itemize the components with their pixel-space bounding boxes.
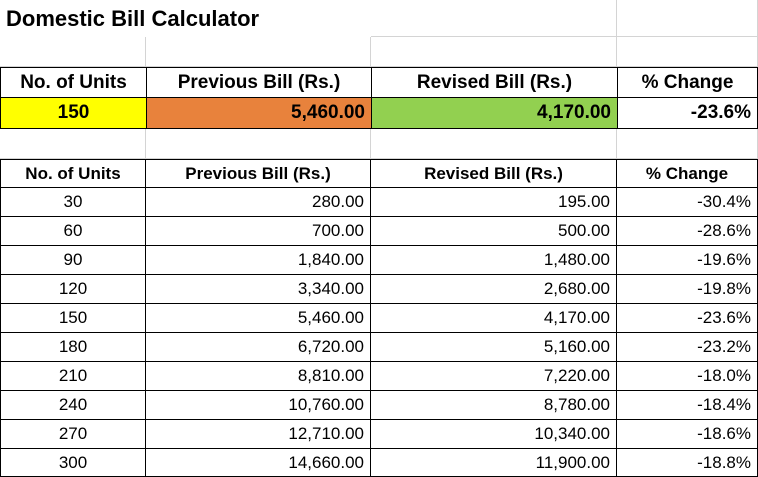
header-label: Previous Bill (Rs.) bbox=[185, 163, 331, 183]
revised-bill-cell[interactable] bbox=[371, 188, 617, 217]
cell-value: 1,840.00 bbox=[297, 250, 364, 269]
cell-value: 500.00 bbox=[558, 221, 610, 240]
cell-value: 195.00 bbox=[558, 192, 610, 211]
units-cell[interactable] bbox=[0, 188, 146, 217]
units-cell[interactable] bbox=[0, 304, 146, 333]
units-cell[interactable] bbox=[0, 391, 146, 420]
summary-percent-change[interactable] bbox=[617, 98, 758, 129]
previous-bill-cell[interactable] bbox=[146, 304, 371, 333]
summary-header-change[interactable] bbox=[617, 67, 758, 98]
cell-value: 240 bbox=[58, 395, 88, 414]
table-row bbox=[0, 304, 758, 333]
revised-bill-cell[interactable] bbox=[371, 449, 617, 477]
cell-value: -28.6% bbox=[697, 221, 751, 240]
percent-change-cell[interactable] bbox=[617, 217, 758, 246]
table-row bbox=[0, 246, 758, 275]
previous-bill-value: 5,460.00 bbox=[291, 102, 365, 123]
cell-value: -30.4% bbox=[697, 192, 751, 211]
percent-change-cell[interactable] bbox=[617, 246, 758, 275]
header-label: Previous Bill (Rs.) bbox=[177, 71, 341, 93]
previous-bill-cell[interactable] bbox=[146, 391, 371, 420]
table-header-units[interactable] bbox=[0, 159, 146, 188]
cell-value: -19.8% bbox=[697, 279, 751, 298]
percent-change-cell[interactable] bbox=[617, 449, 758, 477]
empty-cell[interactable] bbox=[146, 129, 371, 159]
revised-bill-value: 4,170.00 bbox=[537, 102, 611, 123]
previous-bill-cell[interactable] bbox=[146, 217, 371, 246]
table-header-change[interactable] bbox=[617, 159, 758, 188]
cell-value: 90 bbox=[63, 250, 83, 269]
cell-value: 5,160.00 bbox=[543, 337, 610, 356]
cell-value: -18.0% bbox=[697, 366, 751, 385]
empty-cell[interactable] bbox=[617, 0, 758, 37]
header-label: % Change bbox=[645, 163, 729, 183]
header-label: No. of Units bbox=[20, 71, 127, 93]
previous-bill-cell[interactable] bbox=[146, 333, 371, 362]
cell-value: 10,760.00 bbox=[288, 395, 364, 414]
title-cell[interactable] bbox=[0, 0, 371, 37]
summary-previous-bill[interactable] bbox=[146, 98, 371, 129]
header-label: % Change bbox=[641, 71, 734, 93]
percent-change-cell[interactable] bbox=[617, 362, 758, 391]
cell-value: -18.4% bbox=[697, 395, 751, 414]
previous-bill-cell[interactable] bbox=[146, 362, 371, 391]
empty-cell[interactable] bbox=[617, 129, 758, 159]
units-cell[interactable] bbox=[0, 246, 146, 275]
cell-value: -18.6% bbox=[697, 424, 751, 443]
cell-value: 700.00 bbox=[312, 221, 364, 240]
table-row bbox=[0, 391, 758, 420]
percent-change-cell[interactable] bbox=[617, 333, 758, 362]
header-label: Revised Bill (Rs.) bbox=[416, 71, 573, 93]
cell-value: 60 bbox=[63, 221, 83, 240]
percent-change-cell[interactable] bbox=[617, 391, 758, 420]
previous-bill-cell[interactable] bbox=[146, 275, 371, 304]
revised-bill-cell[interactable] bbox=[371, 333, 617, 362]
previous-bill-cell[interactable] bbox=[146, 449, 371, 477]
summary-header-revised[interactable] bbox=[371, 67, 617, 98]
header-label: Revised Bill (Rs.) bbox=[424, 163, 563, 183]
percent-change-cell[interactable] bbox=[617, 275, 758, 304]
table-row bbox=[0, 362, 758, 391]
table-row bbox=[0, 217, 758, 246]
cell-value: 120 bbox=[58, 279, 88, 298]
cell-value: 11,900.00 bbox=[535, 452, 610, 472]
table-row bbox=[0, 449, 758, 477]
cell-value: 3,340.00 bbox=[297, 279, 364, 298]
cell-value: -18.8% bbox=[697, 452, 751, 472]
header-label: No. of Units bbox=[25, 163, 121, 183]
units-value: 150 bbox=[57, 102, 90, 123]
percent-change-cell[interactable] bbox=[617, 420, 758, 449]
revised-bill-cell[interactable] bbox=[371, 217, 617, 246]
units-cell[interactable] bbox=[0, 420, 146, 449]
empty-cell[interactable] bbox=[617, 37, 758, 67]
percent-change-cell[interactable] bbox=[617, 304, 758, 333]
cell-value: 280.00 bbox=[312, 192, 364, 211]
cell-value: 5,460.00 bbox=[297, 308, 364, 327]
summary-header-units[interactable] bbox=[0, 67, 146, 98]
revised-bill-cell[interactable] bbox=[371, 246, 617, 275]
summary-header-previous[interactable] bbox=[146, 67, 371, 98]
table-header-revised[interactable] bbox=[371, 159, 617, 188]
summary-header-row bbox=[0, 67, 758, 98]
revised-bill-cell[interactable] bbox=[371, 420, 617, 449]
page-title: Domestic Bill Calculator bbox=[6, 5, 260, 31]
empty-row bbox=[0, 129, 758, 159]
previous-bill-cell[interactable] bbox=[146, 246, 371, 275]
previous-bill-cell[interactable] bbox=[146, 420, 371, 449]
cell-value: 270 bbox=[58, 424, 88, 443]
empty-cell[interactable] bbox=[371, 0, 617, 37]
cell-value: 14,660.00 bbox=[288, 452, 364, 472]
units-cell[interactable] bbox=[0, 333, 146, 362]
table-row bbox=[0, 188, 758, 217]
cell-value: 8,810.00 bbox=[297, 366, 364, 385]
cell-value: 4,170.00 bbox=[543, 308, 610, 327]
cell-value: -23.2% bbox=[697, 337, 751, 356]
table-header-previous[interactable] bbox=[146, 159, 371, 188]
cell-value: 12,710.00 bbox=[288, 424, 364, 443]
cell-value: 300 bbox=[58, 452, 88, 472]
units-cell[interactable] bbox=[0, 217, 146, 246]
cell-value: 30 bbox=[63, 192, 83, 211]
cell-value: 180 bbox=[58, 337, 88, 356]
empty-cell[interactable] bbox=[0, 37, 146, 67]
revised-bill-cell[interactable] bbox=[371, 275, 617, 304]
cell-value: 7,220.00 bbox=[543, 366, 610, 385]
cell-value: 210 bbox=[58, 366, 88, 385]
summary-revised-bill[interactable] bbox=[371, 98, 617, 129]
cell-value: 8,780.00 bbox=[543, 395, 610, 414]
revised-bill-cell[interactable] bbox=[371, 304, 617, 333]
percent-change-cell[interactable] bbox=[617, 188, 758, 217]
cell-value: 2,680.00 bbox=[543, 279, 610, 298]
units-cell[interactable] bbox=[0, 362, 146, 391]
table-row bbox=[0, 420, 758, 449]
empty-cell[interactable] bbox=[371, 37, 617, 67]
empty-cell[interactable] bbox=[0, 129, 146, 159]
cell-value: -19.6% bbox=[697, 250, 751, 269]
table-row bbox=[0, 275, 758, 304]
cell-value: 10,340.00 bbox=[534, 424, 610, 443]
empty-cell[interactable] bbox=[146, 37, 371, 67]
summary-units-input[interactable] bbox=[0, 98, 146, 129]
table-header-row bbox=[0, 159, 758, 188]
units-cell[interactable] bbox=[0, 449, 146, 477]
previous-bill-cell[interactable] bbox=[146, 188, 371, 217]
revised-bill-cell[interactable] bbox=[371, 391, 617, 420]
title-row bbox=[0, 0, 758, 37]
table-row bbox=[0, 333, 758, 362]
summary-value-row bbox=[0, 98, 758, 129]
cell-value: -23.6% bbox=[697, 308, 751, 327]
empty-cell[interactable] bbox=[371, 129, 617, 159]
percent-change-value: -23.6% bbox=[690, 102, 751, 123]
empty-row bbox=[0, 37, 758, 67]
cell-value: 1,480.00 bbox=[543, 250, 610, 269]
revised-bill-cell[interactable] bbox=[371, 362, 617, 391]
cell-value: 150 bbox=[58, 308, 88, 327]
units-cell[interactable] bbox=[0, 275, 146, 304]
cell-value: 6,720.00 bbox=[297, 337, 364, 356]
